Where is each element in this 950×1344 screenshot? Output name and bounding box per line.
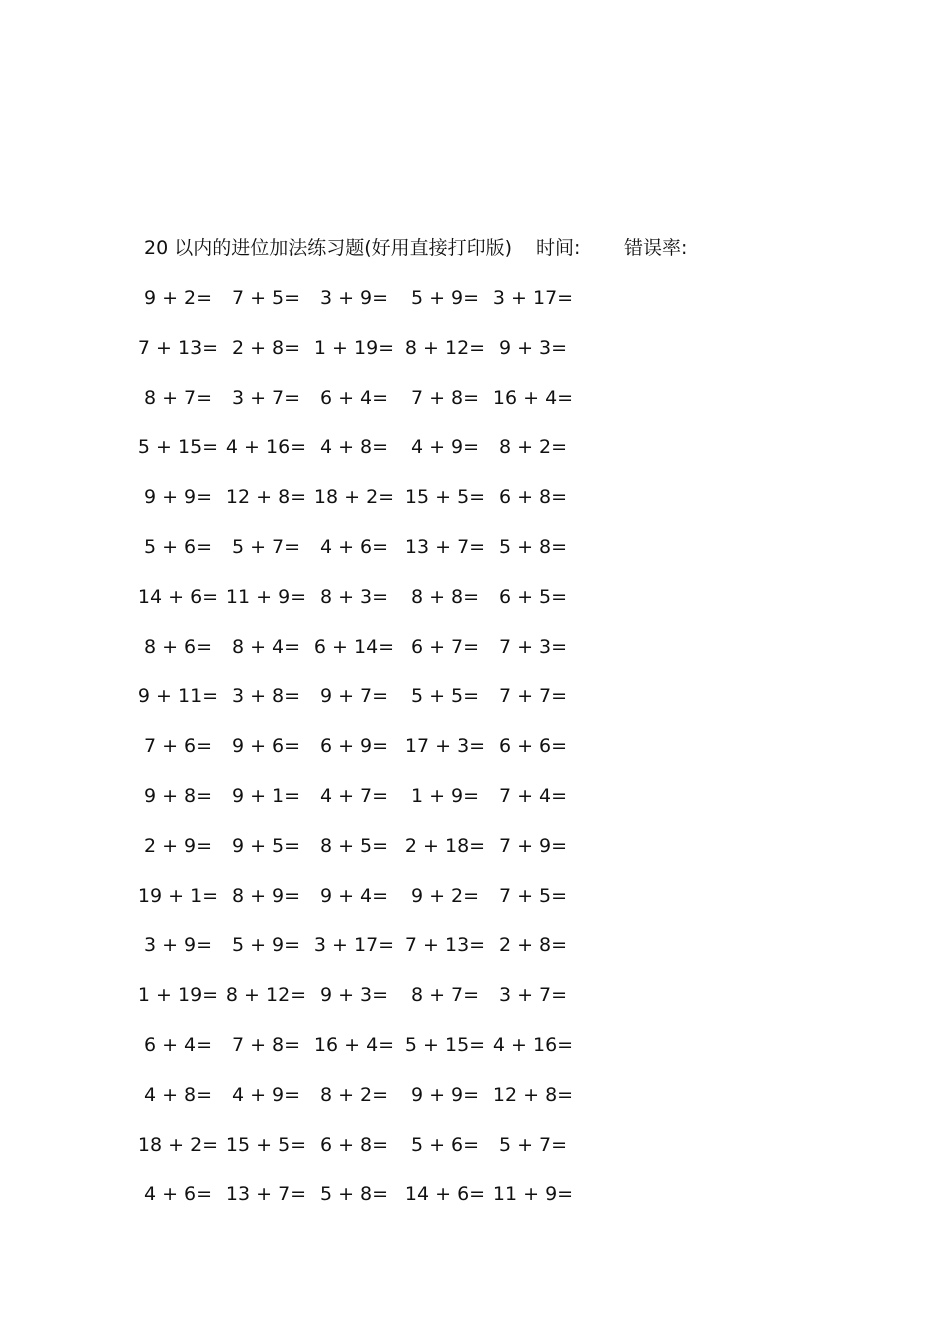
addition-problem: 19 + 1= — [137, 884, 219, 907]
addition-problem: 9 + 7= — [319, 685, 389, 708]
addition-problem: 5 + 9= — [231, 934, 301, 957]
addition-problem: 15 + 5= — [404, 486, 486, 509]
addition-problem: 3 + 8= — [231, 685, 301, 708]
addition-problem: 13 + 7= — [225, 1183, 307, 1206]
addition-problem: 5 + 7= — [498, 1133, 568, 1156]
addition-problem: 7 + 3= — [498, 635, 568, 658]
problem-row — [0, 532, 950, 582]
addition-problem: 1 + 9= — [410, 784, 480, 807]
problem-row — [0, 333, 950, 383]
addition-problem: 5 + 15= — [137, 436, 219, 459]
addition-problem: 5 + 6= — [143, 535, 213, 558]
addition-problem: 5 + 8= — [498, 535, 568, 558]
addition-problem: 7 + 6= — [143, 735, 213, 758]
problem-row — [0, 1130, 950, 1180]
addition-problem: 9 + 3= — [319, 984, 389, 1007]
addition-problem: 8 + 7= — [410, 984, 480, 1007]
problem-row — [0, 1030, 950, 1080]
addition-problem: 5 + 7= — [231, 535, 301, 558]
addition-problem: 7 + 13= — [404, 934, 486, 957]
addition-problem: 8 + 2= — [319, 1083, 389, 1106]
problem-row — [0, 632, 950, 682]
problem-grid — [0, 283, 950, 1229]
addition-problem: 8 + 5= — [319, 834, 389, 857]
addition-problem: 9 + 4= — [319, 884, 389, 907]
addition-problem: 9 + 2= — [143, 287, 213, 309]
addition-problem: 9 + 9= — [143, 486, 213, 509]
addition-problem: 8 + 6= — [143, 635, 213, 658]
problem-row — [0, 881, 950, 931]
addition-problem: 4 + 8= — [319, 436, 389, 459]
addition-problem: 8 + 4= — [231, 635, 301, 658]
addition-problem: 1 + 19= — [137, 984, 219, 1007]
addition-problem: 3 + 7= — [498, 984, 568, 1007]
addition-problem: 14 + 6= — [404, 1183, 486, 1206]
addition-problem: 4 + 6= — [319, 535, 389, 558]
addition-problem: 5 + 6= — [410, 1133, 480, 1156]
problem-row — [0, 432, 950, 482]
problem-row — [0, 1179, 950, 1229]
addition-problem: 8 + 3= — [319, 585, 389, 608]
addition-problem: 13 + 7= — [404, 535, 486, 558]
addition-problem: 9 + 9= — [410, 1083, 480, 1106]
addition-problem: 8 + 12= — [404, 336, 486, 359]
problem-row — [0, 482, 950, 532]
addition-problem: 2 + 9= — [143, 834, 213, 857]
addition-problem: 12 + 8= — [225, 486, 307, 509]
addition-problem: 4 + 6= — [143, 1183, 213, 1206]
problem-row — [0, 980, 950, 1030]
addition-problem: 6 + 5= — [498, 585, 568, 608]
addition-problem: 11 + 9= — [225, 585, 307, 608]
addition-problem: 1 + 19= — [313, 336, 395, 359]
worksheet-title: 20 以内的进位加法练习题(好用直接打印版) — [144, 237, 513, 259]
addition-problem: 4 + 16= — [225, 436, 307, 459]
problem-row — [0, 781, 950, 831]
addition-problem: 3 + 7= — [231, 386, 301, 409]
addition-problem: 9 + 5= — [231, 834, 301, 857]
addition-problem: 8 + 7= — [143, 386, 213, 409]
addition-problem: 6 + 8= — [319, 1133, 389, 1156]
addition-problem: 14 + 6= — [137, 585, 219, 608]
addition-problem: 4 + 7= — [319, 784, 389, 807]
addition-problem: 4 + 16= — [492, 1033, 574, 1056]
addition-problem: 15 + 5= — [225, 1133, 307, 1156]
addition-problem: 7 + 8= — [410, 386, 480, 409]
addition-problem: 7 + 7= — [498, 685, 568, 708]
addition-problem: 7 + 5= — [498, 884, 568, 907]
addition-problem: 5 + 9= — [410, 287, 480, 309]
time-label: 时间: — [536, 237, 581, 259]
addition-problem: 7 + 5= — [231, 287, 301, 309]
addition-problem: 9 + 8= — [143, 784, 213, 807]
addition-problem: 7 + 9= — [498, 834, 568, 857]
addition-problem: 18 + 2= — [313, 486, 395, 509]
addition-problem: 6 + 14= — [313, 635, 395, 658]
addition-problem: 3 + 17= — [492, 287, 574, 309]
addition-problem: 7 + 4= — [498, 784, 568, 807]
addition-problem: 6 + 8= — [498, 486, 568, 509]
problem-row — [0, 383, 950, 433]
addition-problem: 9 + 6= — [231, 735, 301, 758]
addition-problem: 9 + 11= — [137, 685, 219, 708]
addition-problem: 8 + 2= — [498, 436, 568, 459]
addition-problem: 3 + 9= — [319, 287, 389, 309]
addition-problem: 6 + 4= — [319, 386, 389, 409]
addition-problem: 7 + 8= — [231, 1033, 301, 1056]
addition-problem: 11 + 9= — [492, 1183, 574, 1206]
addition-problem: 8 + 12= — [225, 984, 307, 1007]
addition-problem: 4 + 9= — [231, 1083, 301, 1106]
problem-row — [0, 283, 950, 333]
addition-problem: 6 + 4= — [143, 1033, 213, 1056]
addition-problem: 2 + 8= — [498, 934, 568, 957]
addition-problem: 12 + 8= — [492, 1083, 574, 1106]
addition-problem: 8 + 9= — [231, 884, 301, 907]
addition-problem: 5 + 8= — [319, 1183, 389, 1206]
addition-problem: 2 + 18= — [404, 834, 486, 857]
addition-problem: 9 + 1= — [231, 784, 301, 807]
addition-problem: 2 + 8= — [231, 336, 301, 359]
addition-problem: 9 + 2= — [410, 884, 480, 907]
problem-row — [0, 731, 950, 781]
problem-row — [0, 681, 950, 731]
addition-problem: 9 + 3= — [498, 336, 568, 359]
addition-problem: 18 + 2= — [137, 1133, 219, 1156]
addition-problem: 6 + 6= — [498, 735, 568, 758]
addition-problem: 7 + 13= — [137, 336, 219, 359]
problem-row — [0, 831, 950, 881]
addition-problem: 3 + 9= — [143, 934, 213, 957]
addition-problem: 16 + 4= — [492, 386, 574, 409]
addition-problem: 16 + 4= — [313, 1033, 395, 1056]
addition-problem: 6 + 9= — [319, 735, 389, 758]
problem-row — [0, 1080, 950, 1130]
addition-problem: 5 + 15= — [404, 1033, 486, 1056]
addition-problem: 8 + 8= — [410, 585, 480, 608]
error-rate-label: 错误率: — [624, 237, 688, 259]
addition-problem: 5 + 5= — [410, 685, 480, 708]
addition-problem: 6 + 7= — [410, 635, 480, 658]
problem-row — [0, 582, 950, 632]
addition-problem: 4 + 8= — [143, 1083, 213, 1106]
addition-problem: 4 + 9= — [410, 436, 480, 459]
addition-problem: 3 + 17= — [313, 934, 395, 957]
addition-problem: 17 + 3= — [404, 735, 486, 758]
problem-row — [0, 930, 950, 980]
